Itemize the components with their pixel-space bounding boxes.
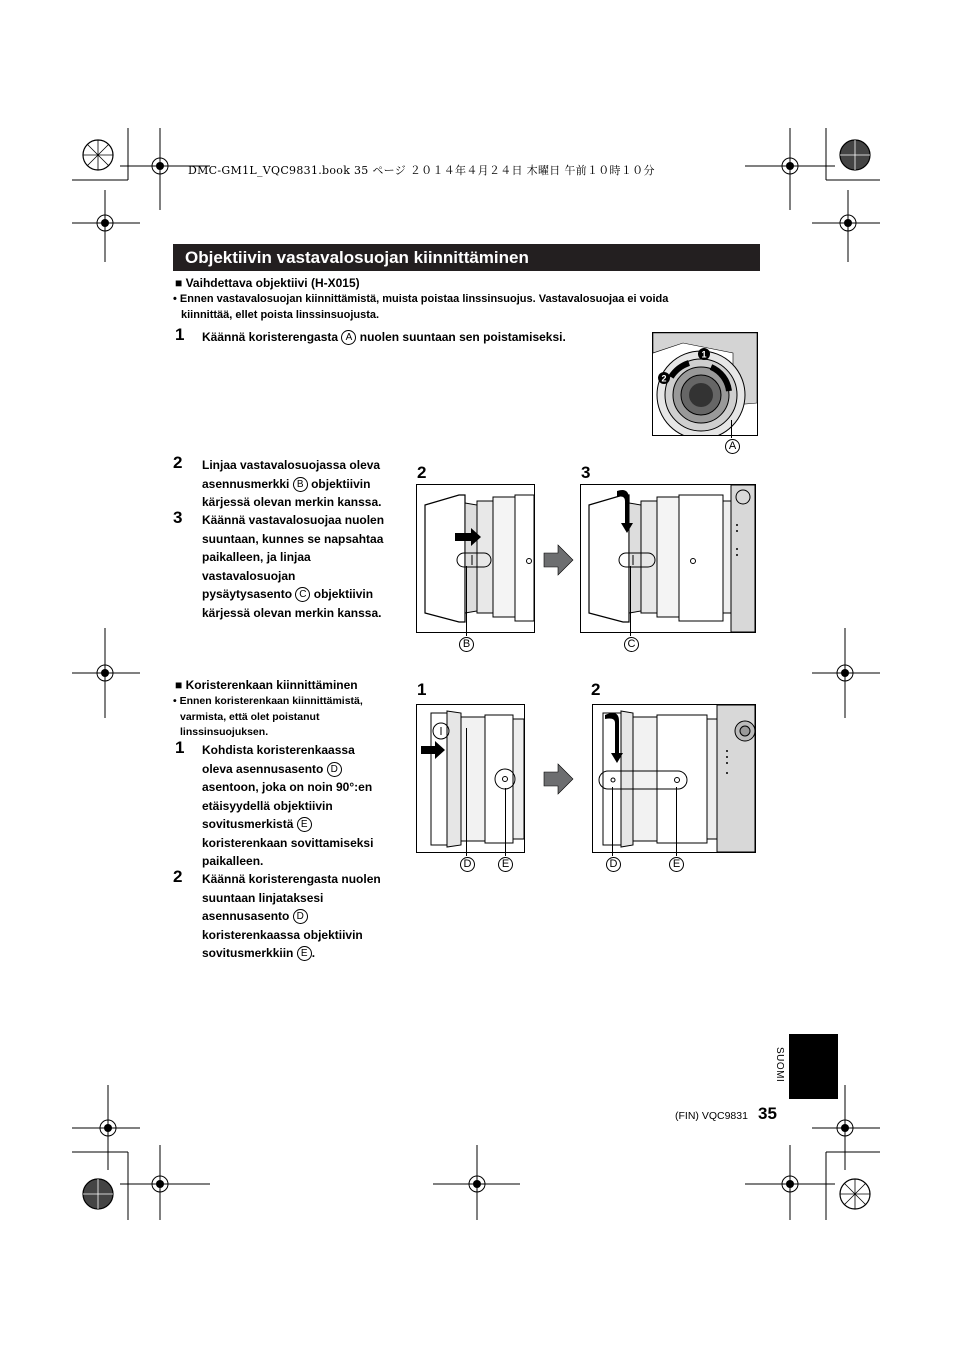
section-title: Objektiivin vastavalosuojan kiinnittäminen — [173, 244, 760, 271]
hood-lock-figure — [580, 484, 756, 633]
print-header: DMC-GM1L_VQC9831.book 35 ページ ２０１４年４月２４日 木曜日 午前１０時１０分 — [188, 164, 655, 177]
marker-a-icon: A — [341, 330, 356, 345]
ring-lock-figure — [592, 704, 756, 853]
sequence-arrow-icon — [542, 763, 574, 795]
step-number: 2 — [173, 453, 183, 472]
fig4-leader-e — [505, 788, 506, 856]
fig4-leader-d — [466, 728, 467, 856]
fig5-leader-e — [676, 787, 677, 856]
page-number: 35 — [758, 1104, 777, 1123]
fig3-leader — [630, 566, 631, 636]
fig2-leader — [466, 566, 467, 636]
subsection-heading: ■ Koristerenkaan kiinnittäminen — [175, 678, 358, 692]
ring-lock-illustration — [593, 705, 755, 852]
figure-number: 2 — [417, 463, 427, 482]
lens-illustration — [653, 333, 757, 435]
hood-lock-illustration — [581, 485, 755, 632]
subsection-heading — [175, 274, 360, 293]
marker-d-icon: D — [327, 762, 342, 777]
lens-ring-figure — [652, 332, 758, 436]
fig5-label-e: E — [669, 857, 684, 872]
note-line: kiinnittää, ellet poista linssinsuojusta. — [181, 308, 380, 321]
note-line: • Ennen vastavalosuojan kiinnittämistä, muista poistaa linssinsuojus. Vastavalosuojaa ei voida — [173, 293, 669, 305]
step-text: Käännä koristerengasta A nuolen suuntaan sen poistamiseksi. — [202, 330, 566, 344]
marker-c-icon: C — [295, 587, 310, 602]
ring-note — [173, 694, 398, 741]
fig-a-num1: 1 — [701, 349, 707, 360]
fig4-label-d: D — [460, 857, 475, 872]
step-number: 1 — [175, 738, 185, 757]
note-line: linssinsuojuksen. — [180, 726, 269, 738]
fig2-label: B — [459, 637, 474, 652]
marker-d-icon: D — [293, 909, 308, 924]
subsection-heading-text: Vaihdettava objektiivi (H-X015) — [185, 276, 360, 290]
figure-number: 3 — [581, 463, 591, 482]
note — [173, 292, 753, 323]
ring-align-figure — [416, 704, 525, 853]
fig-a-num2: 2 — [661, 373, 667, 384]
language-label: SUOMI — [774, 1047, 785, 1083]
square-bullet-icon: ■ — [175, 678, 183, 692]
figure-number: 2 — [591, 680, 601, 699]
hood-align-figure — [416, 484, 535, 633]
footer-code: (FIN) VQC9831 — [675, 1110, 748, 1122]
fig4-label-e: E — [498, 857, 513, 872]
fig3-label: C — [624, 637, 639, 652]
ring-align-illustration — [417, 705, 524, 852]
fig5-label-d: D — [606, 857, 621, 872]
step-number: 1 — [175, 325, 185, 344]
hood-align-illustration — [417, 485, 534, 632]
fig5-leader-d — [612, 787, 613, 856]
note-line: • Ennen koristerenkaan kiinnittämistä, — [173, 695, 363, 707]
step-number: 3 — [173, 508, 183, 527]
step-number: 2 — [173, 867, 183, 886]
step-text: Linjaa vastavalosuojassa oleva asennusmerkki B objektiivin kärjessä olevan merkin kanssa. — [202, 458, 382, 509]
note-line: varmista, että olet poistanut — [180, 710, 320, 723]
fig-a-leader — [731, 420, 732, 438]
step-text: Käännä vastavalosuojaa nuolen suuntaan, kunnes se napsahtaa paikalleen, ja linjaa vastavalosuojan pysäytysasento C objektiivin kärjessä olevan merkin kanssa. — [202, 513, 385, 620]
figure-number: 1 — [417, 680, 427, 699]
marker-e-icon: E — [297, 946, 312, 961]
marker-e-icon: E — [297, 817, 312, 832]
square-bullet-icon: ■ — [175, 276, 183, 290]
marker-b-icon: B — [293, 477, 308, 492]
step-text: Kohdista koristerenkaassa oleva asennusasento D asentoon, joka on noin 90°:en etäisyydellä objektiivin sovitusmerkistä E koristerenkaan sovittamiseksi paikalleen. — [202, 743, 374, 868]
step-text: Käännä koristerengasta nuolen suuntaan linjataksesi asennusasento D koristerenkaassa objektiivin sovitusmerkkiin E . — [202, 872, 381, 960]
language-tab — [789, 1034, 838, 1099]
fig-a-label: A — [725, 439, 740, 454]
sequence-arrow-icon — [542, 544, 574, 576]
